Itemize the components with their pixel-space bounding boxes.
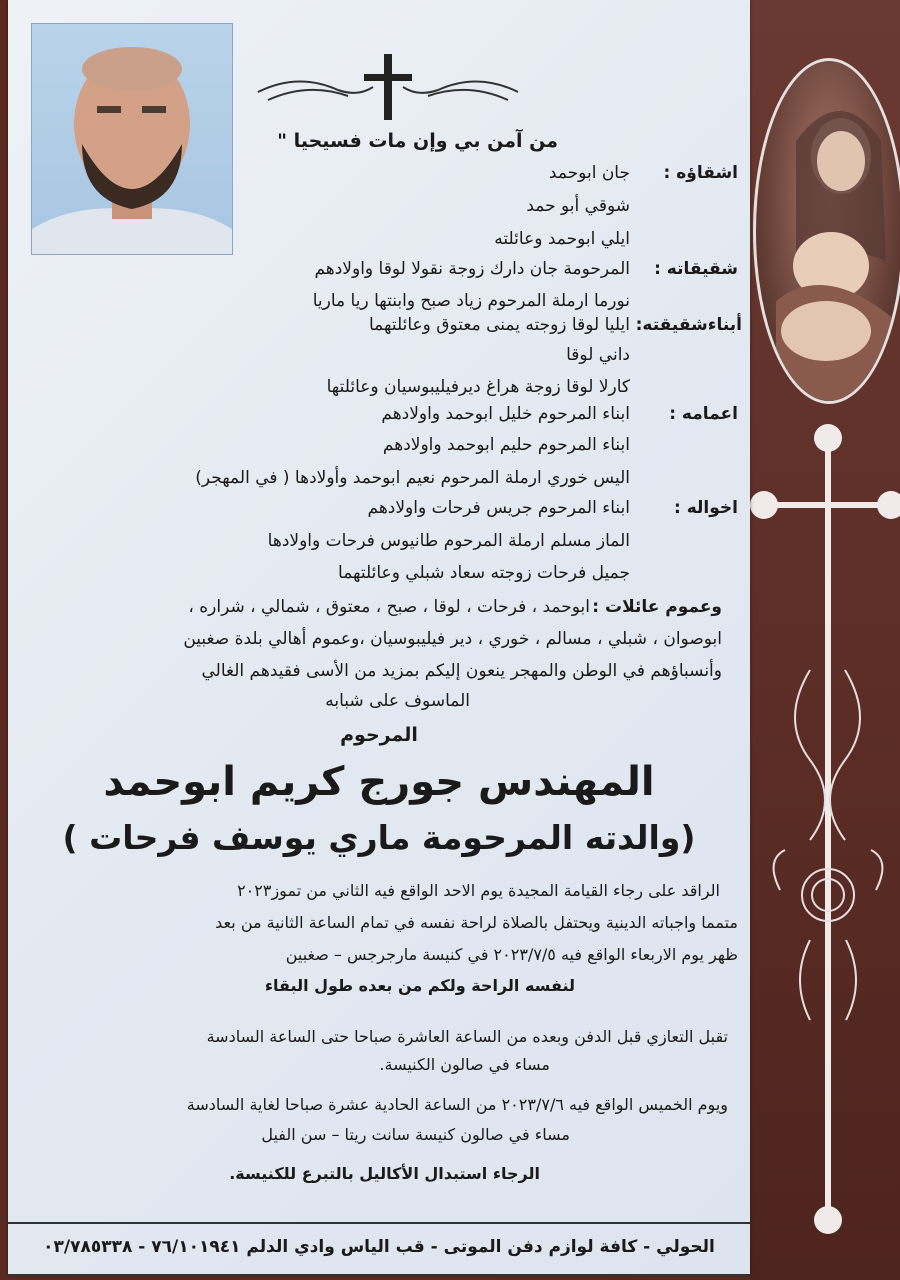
brother-2: شوقي أبو حمد xyxy=(526,196,630,216)
maternal-uncles-label: اخواله : xyxy=(674,498,738,518)
funeral-line-4: لنفسه الراحة ولكم من بعده طول البقاء xyxy=(264,976,575,995)
brother-3: ايلي ابوحمد وعائلته xyxy=(494,229,630,249)
maternal-uncle-3: جميل فرحات زوجته سعاد شبلي وعائلتهما xyxy=(338,563,630,583)
families-line-4: الماسوف على شبابه xyxy=(325,691,470,711)
brother-1: جان ابوحمد xyxy=(548,163,630,183)
sisters-label: شقيقاته : xyxy=(654,259,738,279)
maternal-uncle-2: الماز مسلم ارملة المرحوم طانيوس فرحات واولادها xyxy=(267,531,630,551)
paternal-uncle-1: ابناء المرحوم خليل ابوحمد واولادهم xyxy=(381,404,630,424)
nephews-label: أبناءشقيقته: xyxy=(635,315,742,335)
condolences-line-1: تقبل التعازي قبل الدفن وبعده من الساعة العاشرة صباحا حتى الساعة السادسة xyxy=(206,1027,728,1046)
cross-header-icon xyxy=(248,52,528,122)
madonna-portrait xyxy=(753,58,900,404)
wreath-note: الرجاء استبدال الأكاليل بالتبرع للكنيسة. xyxy=(229,1164,540,1183)
families-line-1: ابوحمد ، فرحات ، لوقا ، صبح ، معتوق ، شمالي ، شراره ، xyxy=(188,597,590,617)
funeral-line-3: ظهر يوم الاربعاء الواقع فيه ٢٠٢٣/٧/٥ في كنيسة مارجرجس – صغبين xyxy=(285,945,738,964)
sister-1: المرحومة جان دارك زوجة نقولا لوقا واولادهم xyxy=(314,259,630,279)
families-line-3: وأنسباؤهم في الوطن والمهجر ينعون إليكم بمزيد من الأسى فقيدهم الغالي xyxy=(201,661,722,681)
sister-2: نورما ارملة المرحوم زياد صبح وابنتها ريا ماريا xyxy=(312,291,630,311)
paternal-uncle-3: اليس خوري ارملة المرحوم نعيم ابوحمد وأولادها ( في المهجر) xyxy=(195,468,630,488)
nephew-2: داني لوقا xyxy=(566,345,630,365)
condolences-line-4: مساء في صالون كنيسة سانت ريتا – سن الفيل xyxy=(261,1125,570,1144)
nephew-3: كارلا لوقا زوجة هراغ ديرفيليبوسيان وعائلتها xyxy=(326,377,630,397)
paternal-uncles-label: اعمامه : xyxy=(669,404,738,424)
condolences-line-3: ويوم الخميس الواقع فيه ٢٠٢٣/٧/٦ من الساعة الحادية عشرة صباحا لغاية السادسة xyxy=(186,1095,728,1114)
brothers-label: اشقاؤه : xyxy=(663,163,738,183)
families-line-2: ابوصوان ، شبلي ، مسالم ، خوري ، دير فيليبوسيان ،وعموم أهالي بلدة صغبين xyxy=(183,629,722,649)
maternal-uncle-1: ابناء المرحوم جريس فرحات واولادهم xyxy=(367,498,630,518)
funeral-line-2: متمما واجباته الدينية ويحتفل بالصلاة لراحة نفسه في تمام الساعة الثانية من بعد xyxy=(215,913,738,932)
condolences-line-2: مساء في صالون الكنيسة. xyxy=(379,1055,550,1074)
paternal-uncle-2: ابناء المرحوم حليم ابوحمد واولادهم xyxy=(382,435,630,455)
cross-ornament xyxy=(750,420,900,1240)
epigraph: من آمن بي وإن مات فسيحيا " xyxy=(277,130,558,152)
deceased-photo xyxy=(31,23,233,255)
families-label: وعموم عائلات : xyxy=(592,597,722,617)
obituary-notice xyxy=(8,0,750,1275)
funeral-home-footer: الحولي - كافة لوازم دفن الموتى - قب الياس وادي الدلم ٧٦/١٠١٩٤١ - ٠٣/٧٨٥٣٣٨ xyxy=(8,1222,750,1276)
deceased-prefix: المرحوم xyxy=(340,724,418,746)
nephew-1: ايليا لوقا زوجته يمنى معتوق وعائلتهما xyxy=(369,315,630,335)
deceased-mother: ( والدته المرحومة ماري يوسف فرحات) xyxy=(62,818,696,857)
decorative-sidebar xyxy=(750,0,900,1280)
funeral-line-1: الراقد على رجاء القيامة المجيدة يوم الاحد الواقع فيه الثاني من تموز٢٠٢٣ xyxy=(237,881,720,900)
deceased-name: المهندس جورج كريم ابوحمد xyxy=(103,759,655,805)
